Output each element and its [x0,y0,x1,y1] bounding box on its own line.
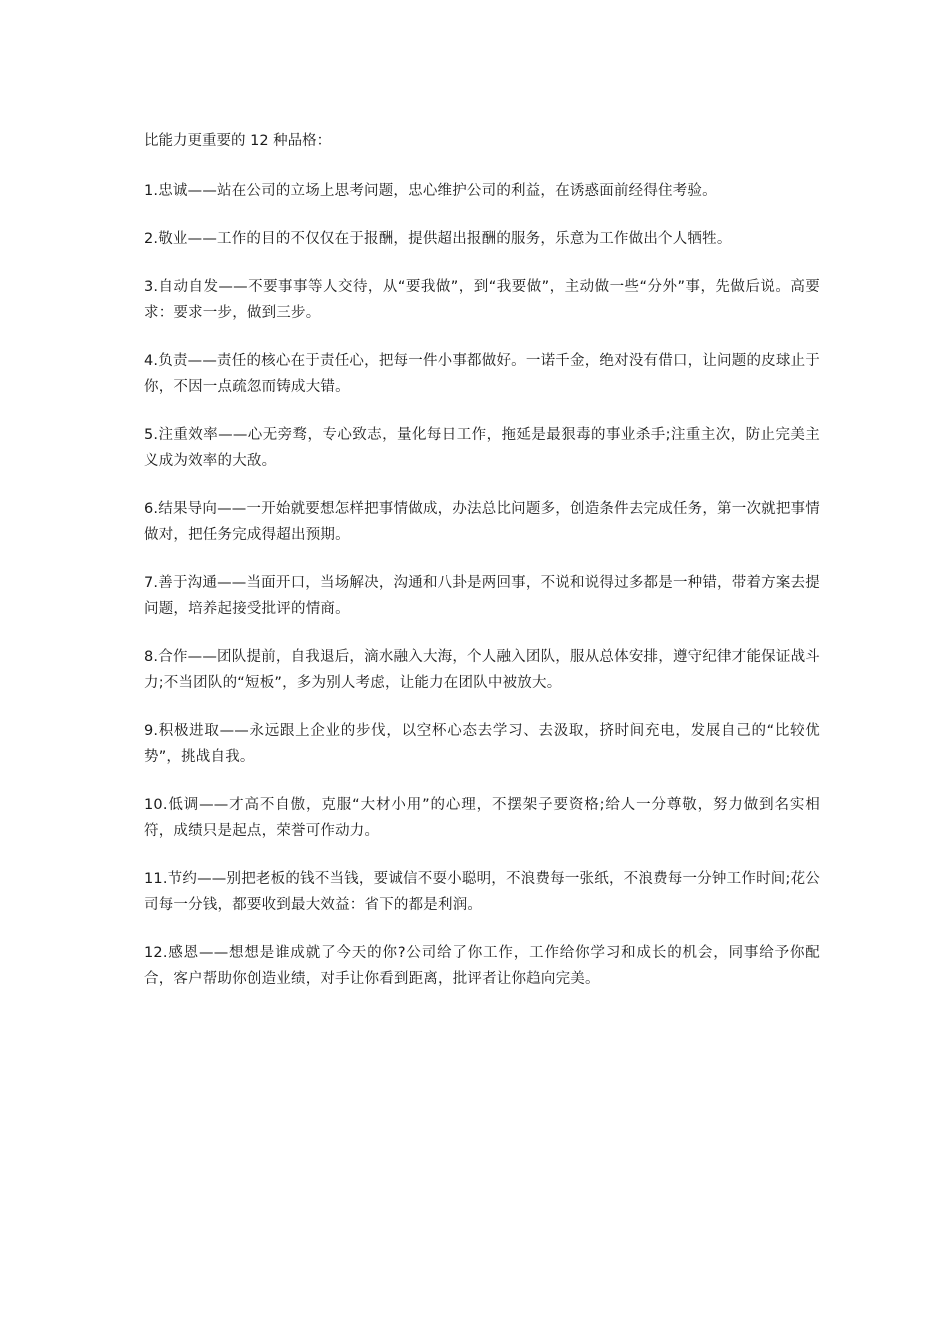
list-item-12: 12.感恩——想想是谁成就了今天的你?公司给了你工作，工作给你学习和成长的机会，同事给予你配合，客户帮助你创造业绩，对手让你看到距离，批评者让你趋向完美。 [144,945,820,987]
list-item-8: 8.合作——团队提前，自我退后，滴水融入大海，个人融入团队，服从总体安排，遵守纪律才能保证战斗力;不当团队的“短板”，多为别人考虑，让能力在团队中被放大。 [144,649,820,691]
list-item-3: 3.自动自发——不要事事等人交待，从“要我做”，到“我要做”，主动做一些“分外”事，先做后说。高要求：要求一步，做到三步。 [144,279,820,321]
list-item-9: 9.积极进取——永远跟上企业的步伐，以空杯心态去学习、去汲取，挤时间充电，发展自己的“比较优势”，挑战自我。 [144,723,820,765]
list-item-7: 7.善于沟通——当面开口，当场解决，沟通和八卦是两回事，不说和说得过多都是一种错，带着方案去提问题，培养起接受批评的情商。 [144,575,820,617]
list-item-1: 1.忠诚——站在公司的立场上思考问题，忠心维护公司的利益，在诱惑面前经得住考验。 [144,183,717,199]
list-item-2: 2.敬业——工作的目的不仅仅在于报酬，提供超出报酬的服务，乐意为工作做出个人牺牲。 [144,231,732,247]
document-body [144,128,820,1014]
list-item-10: 10.低调——才高不自傲，克服“大材小用”的心理，不摆架子要资格;给人一分尊敬，努力做到名实相符，成绩只是起点，荣誉可作动力。 [144,797,820,839]
list-item-11: 11.节约——别把老板的钱不当钱，要诚信不耍小聪明，不浪费每一张纸，不浪费每一分钟工作时间;花公司每一分钱，都要收到最大效益：省下的都是利润。 [144,871,820,913]
list-item-4: 4.负责——责任的核心在于责任心，把每一件小事都做好。一诺千金，绝对没有借口，让问题的皮球止于你，不因一点疏忽而铸成大错。 [144,353,820,395]
document-heading: 比能力更重要的 12 种品格： [144,133,332,149]
list-item-5: 5.注重效率——心无旁骛，专心致志，量化每日工作，拖延是最狠毒的事业杀手;注重主次，防止完美主义成为效率的大敌。 [144,427,820,469]
list-item-6: 6.结果导向——一开始就要想怎样把事情做成，办法总比问题多，创造条件去完成任务，第一次就把事情做对，把任务完成得超出预期。 [144,501,820,543]
